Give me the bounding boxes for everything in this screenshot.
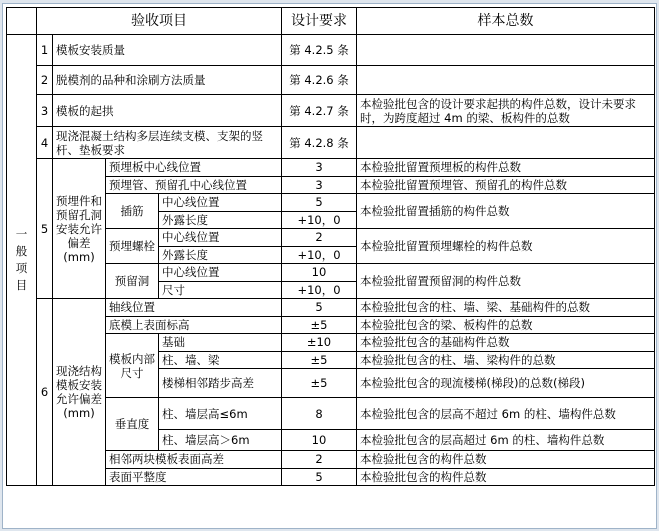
item-name: 表面平整度: [106, 468, 282, 486]
table-row: [7, 127, 655, 159]
subgroup-label: 垂直度: [106, 398, 159, 451]
item-name: 柱、墙层高＞6m: [159, 430, 282, 451]
item-sample: 本检验批包含的层高超过 6m 的柱、墙构件总数: [357, 430, 655, 451]
item-name: 柱、墙、梁: [159, 351, 282, 369]
item-requirement: ±5: [282, 316, 357, 334]
item-name: 现浇混凝土结构多层连续支模、支架的竖杆、垫板要求: [53, 127, 282, 159]
table-row: [7, 159, 655, 177]
item-name: 预埋板中心线位置: [106, 159, 282, 177]
spreadsheet-sheet: [2, 3, 657, 529]
item-name: 基础: [159, 334, 282, 352]
item-requirement: 第 4.2.8 条: [282, 127, 357, 159]
item-sample: 本检验批留置插筋的构件总数: [357, 194, 655, 229]
item-name: 预埋管、预留孔中心线位置: [106, 176, 282, 194]
item-sample: 本检验批留置预留洞的构件总数: [357, 264, 655, 299]
item-requirement: 8: [282, 398, 357, 430]
item-sample: 本检验批包含的构件总数: [357, 468, 655, 486]
item-name: 外露长度: [159, 246, 282, 264]
item-number: 2: [37, 66, 53, 95]
item-requirement: 2: [282, 451, 357, 469]
item-requirement: +10，0: [282, 246, 357, 264]
item-requirement: 5: [282, 299, 357, 317]
inspection-table: [6, 7, 655, 486]
item-requirement: 3: [282, 176, 357, 194]
group-label: 预埋件和预留孔洞安装允许偏差(mm): [53, 159, 106, 299]
item-sample: 本检验批包含的柱、墙、梁构件的总数: [357, 351, 655, 369]
item-sample: 本检验批包含的梁、板构件的总数: [357, 316, 655, 334]
table-row: [7, 299, 655, 317]
item-number: 1: [37, 35, 53, 66]
item-name: 轴线位置: [106, 299, 282, 317]
item-sample: 本检验批包含的柱、墙、梁、基础构件的总数: [357, 299, 655, 317]
item-sample: 本检验批包含的基础构件总数: [357, 334, 655, 352]
item-requirement: 第 4.2.5 条: [282, 35, 357, 66]
item-sample: 本检验批包含的层高不超过 6m 的柱、墙构件总数: [357, 398, 655, 430]
item-name: 中心线位置: [159, 194, 282, 212]
item-sample: 本检验批留置预埋螺栓的构件总数: [357, 229, 655, 264]
item-name: 模板安装质量: [53, 35, 282, 66]
subgroup-label: 预留洞: [106, 264, 159, 299]
item-requirement: 10: [282, 430, 357, 451]
section-label: 一般项目: [7, 35, 37, 486]
item-name: 相邻两块模板表面高差: [106, 451, 282, 469]
item-requirement: ±5: [282, 369, 357, 398]
item-sample: [357, 35, 655, 66]
item-requirement: 2: [282, 229, 357, 247]
item-requirement: ±10: [282, 334, 357, 352]
item-number: 4: [37, 127, 53, 159]
item-name: 脱模剂的品种和涂刷方法质量: [53, 66, 282, 95]
item-name: 底模上表面标高: [106, 316, 282, 334]
header-row: [7, 8, 655, 35]
table-row: [7, 35, 655, 66]
header-blank: [7, 8, 37, 35]
item-name: 模板的起拱: [53, 95, 282, 127]
subgroup-label: 预埋螺栓: [106, 229, 159, 264]
item-sample: [357, 66, 655, 95]
item-sample: [357, 127, 655, 159]
item-requirement: 5: [282, 468, 357, 486]
item-requirement: +10，0: [282, 281, 357, 299]
item-name: 中心线位置: [159, 264, 282, 282]
item-requirement: 第 4.2.7 条: [282, 95, 357, 127]
item-number: 6: [37, 299, 53, 486]
item-name: 柱、墙层高≤6m: [159, 398, 282, 430]
header-sample: 样本总数: [357, 8, 655, 35]
header-project: 验收项目: [37, 8, 282, 35]
item-requirement: ±5: [282, 351, 357, 369]
subgroup-label: 模板内部尺寸: [106, 334, 159, 398]
header-requirement: 设计要求: [282, 8, 357, 35]
item-name: 尺寸: [159, 281, 282, 299]
item-requirement: 10: [282, 264, 357, 282]
item-requirement: +10，0: [282, 211, 357, 229]
table-row: [7, 66, 655, 95]
item-sample: 本检验批留置预埋板的构件总数: [357, 159, 655, 177]
item-name: 外露长度: [159, 211, 282, 229]
item-sample: 本检验批包含的构件总数: [357, 451, 655, 469]
item-requirement: 第 4.2.6 条: [282, 66, 357, 95]
item-name: 中心线位置: [159, 229, 282, 247]
item-sample: 本检验批包含的现流楼梯(梯段)的总数(梯段): [357, 369, 655, 398]
item-name: 楼梯相邻踏步高差: [159, 369, 282, 398]
item-requirement: 3: [282, 159, 357, 177]
group-label: 现浇结构模板安装允许偏差(mm): [53, 299, 106, 486]
item-sample: 本检验批包含的设计要求起拱的构件总数，设计未要求时，为跨度超过 4m 的梁、板构件的总数: [357, 95, 655, 127]
item-number: 3: [37, 95, 53, 127]
item-number: 5: [37, 159, 53, 299]
item-sample: 本检验批留置预埋管、预留孔的构件总数: [357, 176, 655, 194]
subgroup-label: 插筋: [106, 194, 159, 229]
table-row: [7, 95, 655, 127]
item-requirement: 5: [282, 194, 357, 212]
